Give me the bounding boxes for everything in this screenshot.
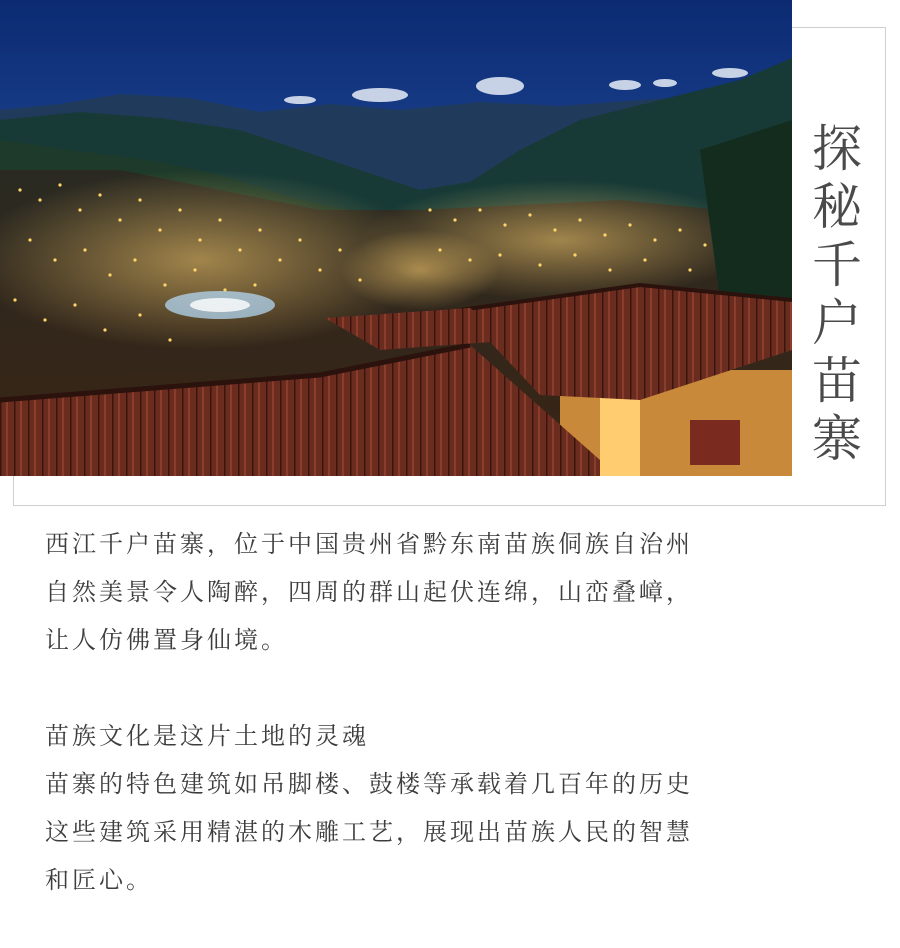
paragraph2-line-4: 和匠心。 bbox=[45, 866, 153, 894]
title-char-5: 苗 bbox=[812, 352, 862, 410]
vertical-title bbox=[804, 120, 870, 468]
title-char-3: 千 bbox=[812, 236, 862, 294]
hero-photo-miao-village-night bbox=[0, 0, 792, 476]
article-body bbox=[45, 520, 865, 904]
paragraph-gap bbox=[45, 664, 865, 712]
paragraph1-line-3: 让人仿佛置身仙境。 bbox=[45, 626, 288, 654]
paragraph1-line-1: 西江千户苗寨，位于中国贵州省黔东南苗族侗族自治州 bbox=[45, 530, 693, 558]
village-night-illustration bbox=[0, 0, 792, 476]
title-char-1: 探 bbox=[812, 120, 862, 178]
title-char-6: 寨 bbox=[812, 410, 862, 468]
paragraph2-line-3: 这些建筑采用精湛的木雕工艺，展现出苗族人民的智慧 bbox=[45, 818, 693, 846]
paragraph2-line-1: 苗族文化是这片土地的灵魂 bbox=[45, 722, 369, 750]
title-char-4: 户 bbox=[812, 294, 862, 352]
paragraph2-line-2: 苗寨的特色建筑如吊脚楼、鼓楼等承载着几百年的历史 bbox=[45, 770, 693, 798]
paragraph1-line-2: 自然美景令人陶醉，四周的群山起伏连绵，山峦叠嶂， bbox=[45, 578, 693, 606]
title-char-2: 秘 bbox=[812, 178, 862, 236]
